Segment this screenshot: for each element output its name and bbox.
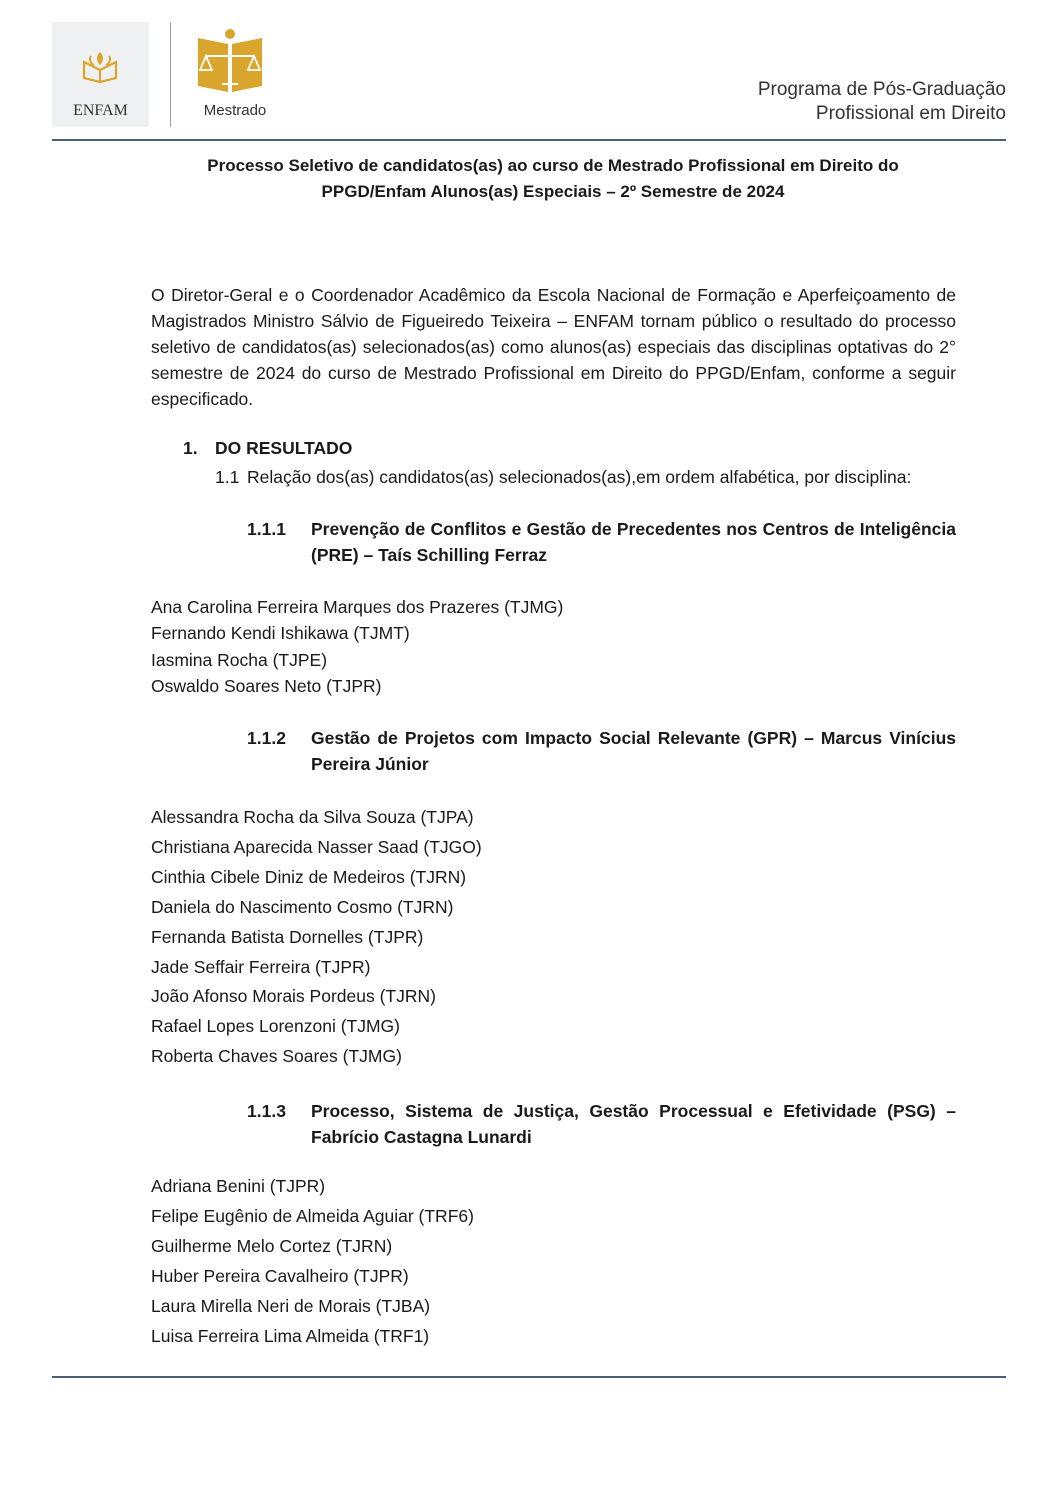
header-rule bbox=[52, 139, 1006, 141]
candidate-name: Felipe Eugênio de Almeida Aguiar (TRF6) bbox=[151, 1205, 474, 1226]
header-divider bbox=[170, 22, 171, 127]
book-scales-icon bbox=[194, 26, 266, 98]
candidate-name: Rafael Lopes Lorenzoni (TJMG) bbox=[151, 1016, 400, 1037]
candidate-name: Cinthia Cibele Diniz de Medeiros (TJRN) bbox=[151, 866, 467, 887]
section-heading bbox=[183, 438, 352, 459]
candidate-name: Laura Mirella Neri de Morais (TJBA) bbox=[151, 1295, 431, 1316]
discipline-number: 1.1.3 bbox=[247, 1101, 286, 1121]
document-title-line-1: Processo Seletivo de candidatos(as) ao curso de Mestrado Profissional em Direito do bbox=[207, 156, 899, 175]
candidate-name: Iasmina Rocha (TJPE) bbox=[151, 649, 328, 670]
candidate-list bbox=[151, 594, 956, 699]
candidate-name: Daniela do Nascimento Cosmo (TJRN) bbox=[151, 896, 454, 917]
section-number: 1. bbox=[183, 438, 198, 458]
program-name bbox=[758, 78, 1006, 126]
candidate-name: João Afonso Morais Pordeus (TJRN) bbox=[151, 986, 436, 1007]
page-header bbox=[0, 0, 1058, 140]
candidate-name: Oswaldo Soares Neto (TJPR) bbox=[151, 675, 382, 696]
discipline-heading bbox=[247, 516, 956, 568]
intro-paragraph: O Diretor-Geral e o Coordenador Acadêmico da Escola Nacional de Formação e Aperfeiçoamento de Magistrados Ministro Sálvio de Figueiredo Teixeira – ENFAM tornam público o resultado do processo seletivo de candidatos(as) selecionados(as) como alunos(as) especiais das disciplinas optativas do 2° semestre de 2024 do curso de Mestrado Profissional em Direito do PPGD/Enfam, conforme a seguir especificado. bbox=[151, 285, 956, 409]
candidate-name: Luisa Ferreira Lima Almeida (TRF1) bbox=[151, 1325, 430, 1346]
discipline-title: Gestão de Projetos com Impacto Social Relevante (GPR) – Marcus Vinícius Pereira Júnior bbox=[311, 728, 956, 774]
mestrado-logo-label: Mestrado bbox=[203, 102, 267, 119]
discipline-number: 1.1.1 bbox=[247, 519, 286, 539]
candidate-name: Guilherme Melo Cortez (TJRN) bbox=[151, 1235, 393, 1256]
subsection-text: Relação dos(as) candidatos(as) selecionados(as),em ordem alfabética, por disciplina: bbox=[247, 467, 912, 487]
section-title: DO RESULTADO bbox=[215, 438, 353, 458]
enfam-emblem-icon bbox=[80, 48, 120, 84]
discipline-number: 1.1.2 bbox=[247, 728, 286, 748]
subsection bbox=[215, 464, 956, 490]
candidate-list bbox=[151, 803, 956, 1072]
candidate-name: Ana Carolina Ferreira Marques dos Prazeres (TJMG) bbox=[151, 597, 564, 617]
candidate-name: Roberta Chaves Soares (TJMG) bbox=[151, 1046, 402, 1067]
candidate-name: Christiana Aparecida Nasser Saad (TJGO) bbox=[151, 836, 482, 857]
discipline-title: Processo, Sistema de Justiça, Gestão Processual e Efetividade (PSG) – Fabrício Castagna Lunardi bbox=[311, 1101, 956, 1147]
discipline-heading bbox=[247, 725, 956, 777]
candidate-name: Adriana Benini (TJPR) bbox=[151, 1176, 326, 1196]
subsection-number: 1.1 bbox=[215, 467, 240, 487]
document-title-line-2: PPGD/Enfam Alunos(as) Especiais – 2º Semestre de 2024 bbox=[321, 182, 785, 201]
discipline-heading bbox=[247, 1098, 956, 1150]
candidate-list bbox=[151, 1172, 956, 1351]
program-name-line-1: Programa de Pós-Graduação bbox=[757, 79, 1006, 100]
candidate-name: Jade Seffair Ferreira (TJPR) bbox=[151, 956, 371, 977]
footer-rule bbox=[52, 1376, 1006, 1378]
enfam-logo bbox=[52, 22, 149, 127]
candidate-name: Fernanda Batista Dornelles (TJPR) bbox=[151, 926, 424, 947]
candidate-name: Huber Pereira Cavalheiro (TJPR) bbox=[151, 1265, 409, 1286]
candidate-name: Alessandra Rocha da Silva Souza (TJPA) bbox=[151, 807, 474, 827]
enfam-logo-label: ENFAM bbox=[73, 102, 128, 119]
mestrado-logo bbox=[190, 22, 270, 122]
candidate-name: Fernando Kendi Ishikawa (TJMT) bbox=[151, 623, 410, 644]
program-name-line-2: Profissional em Direito bbox=[815, 103, 1006, 124]
discipline-title: Prevenção de Conflitos e Gestão de Precedentes nos Centros de Inteligência (PRE) – Taís Schilling Ferraz bbox=[311, 519, 956, 565]
document-title bbox=[150, 153, 956, 205]
